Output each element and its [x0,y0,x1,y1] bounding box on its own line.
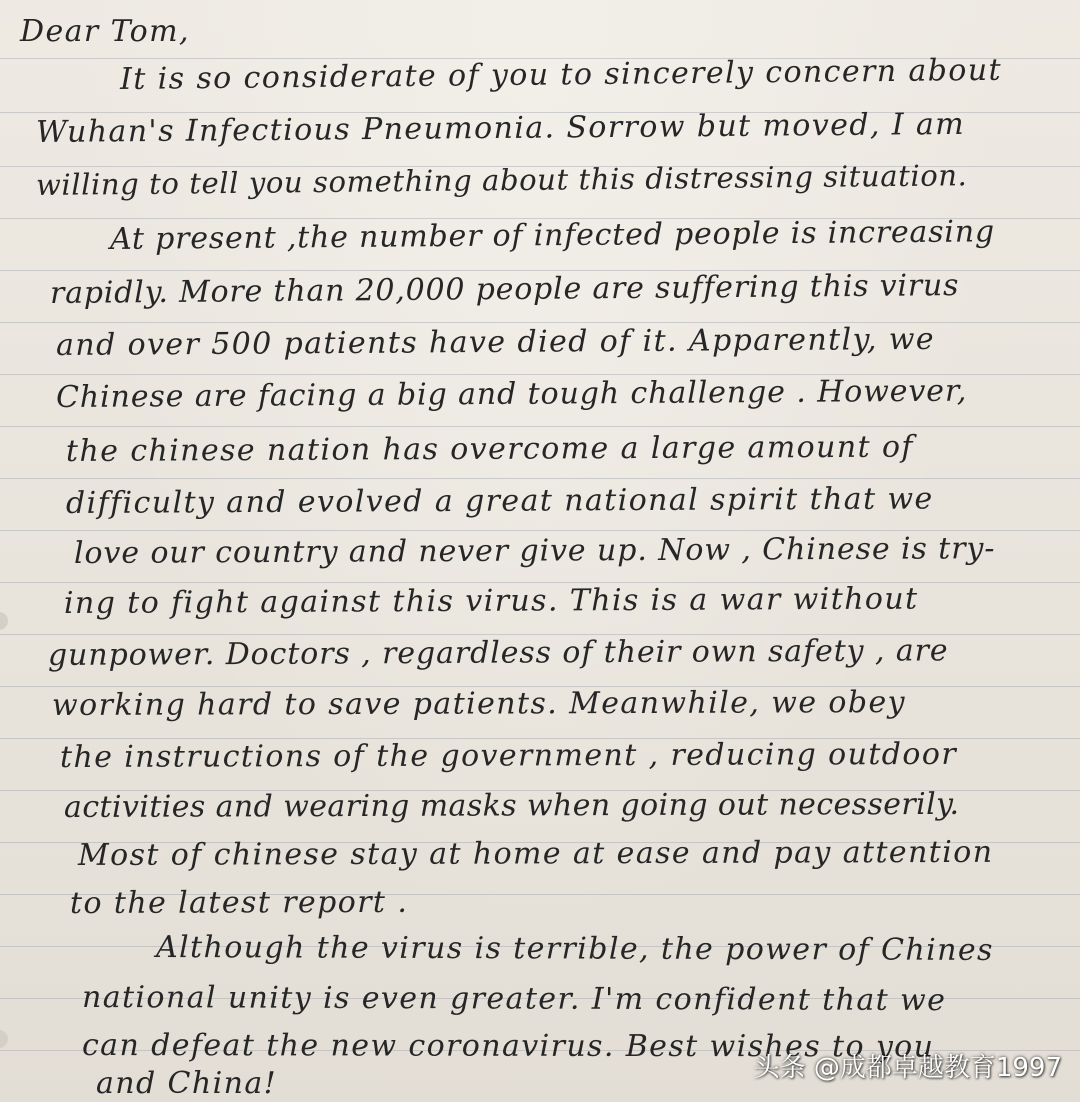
letter-closing: and China! [96,1066,278,1101]
binder-hole [0,1030,8,1048]
letter-line: difficulty and evolved a great national spirit that we [65,481,934,521]
letter-line: gunpower. Doctors , regardless of their own safety , are [47,633,949,673]
letter-line: At present ,the number of infected people is increasing [109,214,996,257]
letter-line: Wuhan's Infectious Pneumonia. Sorrow but moved, I am [35,106,966,150]
letter-line: the instructions of the government , reducing outdoor [59,736,958,775]
letter-line: can defeat the new coronavirus. Best wishes to you [81,1028,935,1065]
ruled-line [0,426,1080,427]
ruled-line [0,478,1080,479]
letter-line: rapidly. More than 20,000 people are suffering this virus [49,268,960,311]
letter-line: Although the virus is terrible, the power of Chines [155,930,994,968]
watermark: 头条 @成都卓越教育1997 [753,1053,1062,1083]
letter-line: the chinese nation has overcome a large amount of [65,429,914,469]
letter-line: working hard to save patients. Meanwhile, we obey [51,685,907,723]
letter-line: willing to tell you something about this distressing situation. [35,158,968,202]
letter-line: and over 500 patients have died of it. Apparently, we [55,321,936,363]
letter-greeting: Dear Tom, [20,14,190,49]
letter-line: Most of chinese stay at home at ease and pay attention [77,834,994,873]
letter-line: Chinese are facing a big and tough challenge . However, [55,373,968,415]
letter-line: love our country and never give up. Now , Chinese is try- [73,531,996,571]
letter-line: to the latest report . [69,884,409,921]
letter-line: activities and wearing masks when going out necesserily. [63,786,960,825]
binder-hole [0,612,8,630]
letter-line: It is so considerate of you to sincerely concern about [119,52,1003,97]
letter-line: ing to fight against this virus. This is a war without [63,581,919,621]
letter-line: national unity is even greater. I'm confident that we [81,980,947,1019]
